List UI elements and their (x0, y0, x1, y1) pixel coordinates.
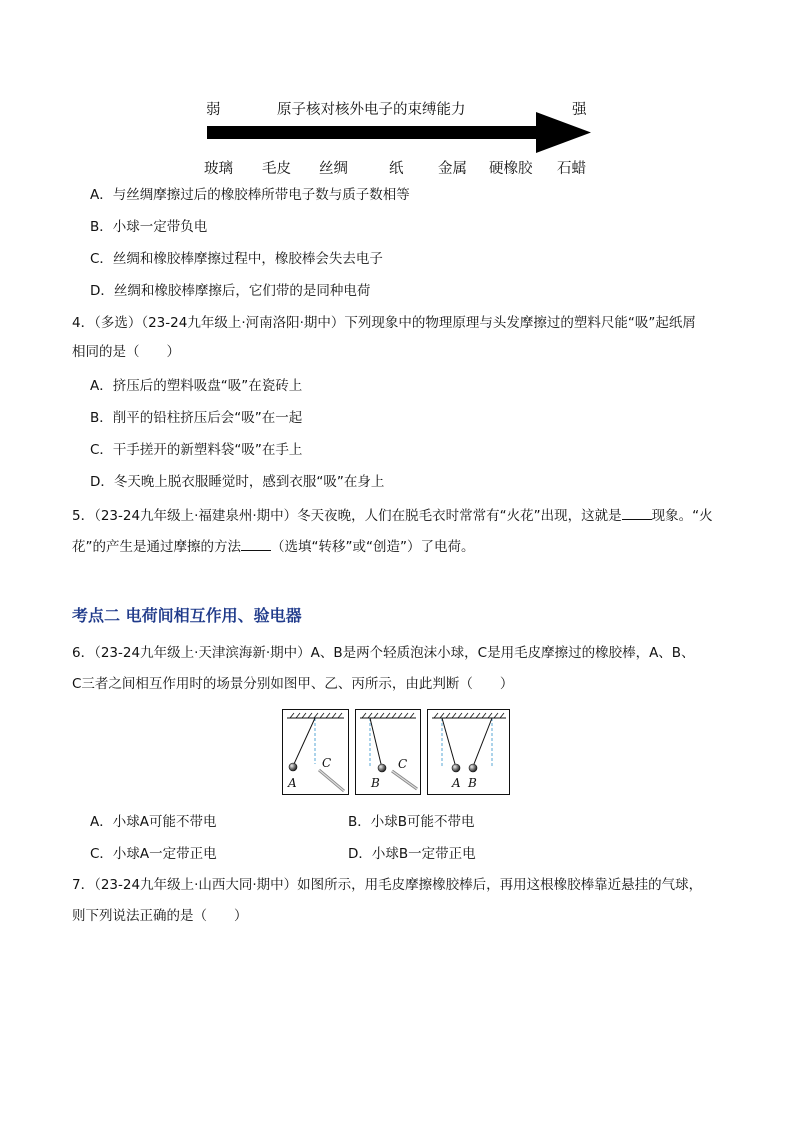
q5-text-1b: 现象。“火 (651, 508, 713, 524)
q5-text-1a: 5．（23-24九年级上·福建泉州·期中）冬天夜晚，人们在脱毛衣时常常有“火花”出现，这就是 (72, 508, 622, 524)
q6-option-c: C．小球A一定带正电 (90, 846, 217, 862)
q4-option-d: D．冬天晚上脱衣服睡觉时，感到衣服“吸”在身上 (90, 474, 385, 490)
material-paraffin: 石蜡 (557, 161, 586, 177)
q6-figure (282, 709, 514, 795)
material-glass: 玻璃 (204, 161, 233, 177)
q3-option-a: A．与丝绸摩擦过后的橡胶棒所带电子数与质子数相等 (90, 187, 410, 203)
panel2-label-c: C (398, 757, 408, 771)
material-paper: 纸 (389, 161, 404, 177)
q6-figure-drawing (282, 709, 514, 795)
q6-option-a: A．小球A可能不带电 (90, 814, 217, 830)
section-heading: 考点二 电荷间相互作用、验电器 (72, 606, 302, 625)
q5-stem-line2 (72, 536, 474, 557)
q4-option-c: C．干手搓开的新塑料袋“吸”在手上 (90, 442, 303, 458)
q5-stem-line1 (72, 505, 713, 526)
q4-option-a: A．挤压后的塑料吸盘“吸”在瓷砖上 (90, 378, 303, 394)
panel3-label-a: A (452, 776, 461, 790)
panel3-label-b: B (468, 776, 477, 790)
q4-option-b: B．削平的铅柱挤压后会“吸”在一起 (90, 410, 303, 426)
q3-option-b: B．小球一定带负电 (90, 219, 208, 235)
q5-blank-2[interactable] (241, 536, 271, 551)
material-silk: 丝绸 (319, 161, 348, 177)
q5-text-2a: 花”的产生是通过摩擦的方法 (72, 539, 241, 555)
material-fur: 毛皮 (262, 161, 291, 177)
q7-stem-line2: 则下列说法正确的是（ ） (72, 908, 248, 924)
scale-title: 原子核对核外电子的束缚能力 (277, 102, 466, 118)
q6-stem-line1: 6．（23-24九年级上·天津滨海新·期中）A、B是两个轻质泡沫小球，C是用毛皮摩擦过的橡胶棒，A、B、 (72, 645, 695, 661)
q4-stem-line2: 相同的是（ ） (72, 344, 180, 360)
q4-stem-line1: 4．（多选）（23-24九年级上·河南洛阳·期中）下列现象中的物理原理与头发摩擦过的塑料尺能“吸”起纸屑 (72, 315, 696, 331)
panel1-label-c: C (322, 756, 332, 770)
material-metal: 金属 (438, 161, 467, 177)
q6-option-b: B．小球B可能不带电 (348, 814, 475, 830)
q3-option-d: D．丝绸和橡胶棒摩擦后，它们带的是同种电荷 (90, 283, 371, 299)
scale-strong-label: 强 (572, 102, 587, 118)
q5-blank-1[interactable] (622, 505, 652, 520)
panel1-label-a: A (288, 776, 297, 790)
q6-option-d: D．小球B一定带正电 (348, 846, 476, 862)
q3-option-c: C．丝绸和橡胶棒摩擦过程中，橡胶棒会失去电子 (90, 251, 383, 267)
q7-stem-line1: 7．（23-24九年级上·山西大同·期中）如图所示，用毛皮摩擦橡胶棒后，再用这根橡胶棒靠近悬挂的气球， (72, 877, 703, 893)
q6-stem-line2: C三者之间相互作用时的场景分别如图甲、乙、丙所示，由此判断（ ） (72, 676, 514, 692)
q5-text-2b: （选填“转移”或“创造”）了电荷。 (271, 539, 475, 555)
panel2-label-b: B (371, 776, 380, 790)
scale-weak-label: 弱 (206, 102, 221, 118)
material-hard-rubber: 硬橡胶 (489, 161, 533, 177)
electron-binding-scale (0, 0, 794, 190)
